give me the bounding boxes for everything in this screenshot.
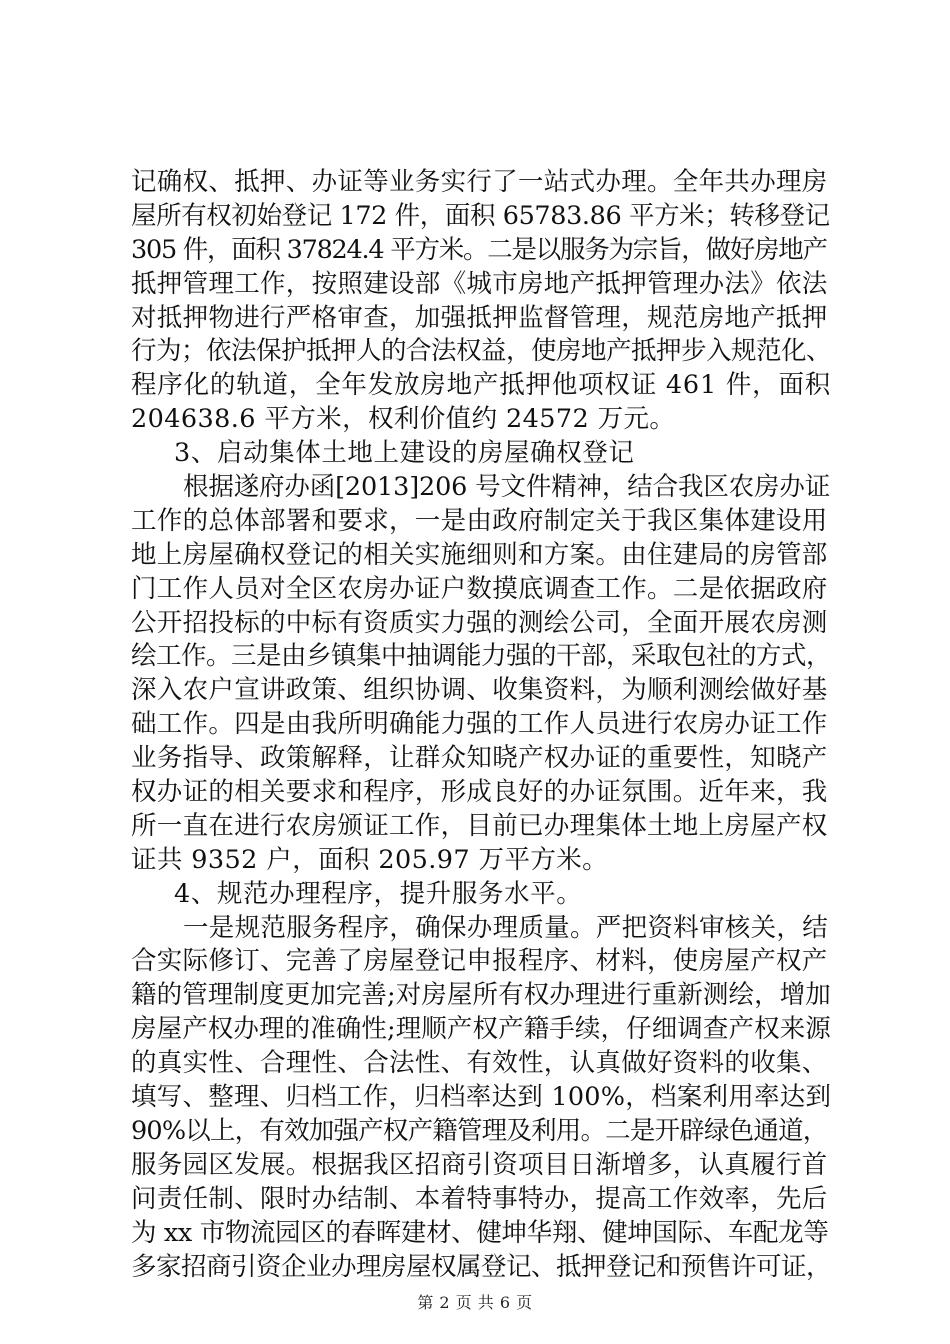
text-line: 一是规范服务程序，确保办理质量。严把资料审核关，结 [183,912,829,943]
text-line: 多家招商引资企业办理房屋权属登记、抵押登记和预售许可证， [131,1251,832,1282]
text-line: 填写、整理、归档工作，归档率达到 100%，档案利用率达到 [131,1082,832,1113]
text-line: 204638.6 平方米，权利价值约 24572 万元。 [131,404,676,435]
text-line: 屋所有权初始登记 172 件，面积 65783.86 平方米；转移登记 [131,200,830,231]
text-line: 305 件，面积 37824.4 平方米。二是以服务为宗旨，做好房地产 [131,234,827,265]
text-line: 地上房屋确权登记的相关实施细则和方案。由住建局的房管部 [131,539,828,570]
text-line: 证共 9352 户，面积 205.97 万平方米。 [131,844,609,875]
text-line: 3、启动集体土地上建设的房屋确权登记 [174,438,635,469]
text-line: 为 xx 市物流园区的春晖建材、健坤华翔、健坤国际、车配龙等 [131,1217,829,1248]
text-line: 所一直在进行农房颁证工作，目前已办理集体土地上房屋产权 [131,810,828,841]
text-line: 门工作人员对全区农房办证户数摸底调查工作。二是依据政府 [131,573,828,604]
text-line: 工作的总体部署和要求，一是由政府制定关于我区集体建设用 [131,505,828,536]
text-line: 行为；依法保护抵押人的合法权益，使房地产抵押步入规范化、 [131,336,832,367]
text-line: 房屋产权办理的准确性;理顺产权产籍手续，仔细调查产权来源 [131,1014,831,1045]
text-line: 问责任制、限时办结制、本着特事特办，提高工作效率，先后 [131,1183,828,1214]
text-line: 权办证的相关要求和程序，形成良好的办证氛围。近年来，我 [131,777,828,808]
text-line: 合实际修订、完善了房屋登记申报程序、材料，使房屋产权产 [131,946,828,977]
text-line: 根据遂府办函[2013]206 号文件精神，结合我区农房办证 [183,472,831,503]
text-line: 业务指导、政策解释，让群众知晓产权办证的重要性，知晓产 [131,743,828,774]
text-line: 抵押管理工作，按照建设部《城市房地产抵押管理办法》依法 [131,268,828,299]
text-line: 深入农户宣讲政策、组织协调、收集资料，为顺利测绘做好基 [131,675,828,706]
page-number-footer: 第 2 页 共 6 页 [417,1293,533,1312]
text-line: 绘工作。三是由乡镇集中抽调能力强的干部，采取包社的方式， [131,641,832,672]
text-line: 90%以上，有效加强产权产籍管理及利用。二是开辟绿色通道， [131,1115,828,1146]
text-line: 础工作。四是由我所明确能力强的工作人员进行农房办证工作 [131,709,828,740]
document-body [131,166,831,1284]
text-line: 籍的管理制度更加完善;对房屋所有权办理进行重新测绘，增加 [131,980,831,1011]
text-line: 公开招投标的中标有资质实力强的测绘公司，全面开展农房测 [131,607,828,638]
text-line: 服务园区发展。根据我区招商引资项目日渐增多，认真履行首 [131,1149,828,1180]
text-line: 4、规范办理程序，提升服务水平。 [174,878,583,909]
text-line: 的真实性、合理性、合法性、有效性，认真做好资料的收集、 [131,1048,828,1079]
text-line: 记确权、抵押、办证等业务实行了一站式办理。全年共办理房 [131,167,828,197]
text-line: 对抵押物进行严格审查，加强抵押监督管理，规范房地产抵押 [131,302,828,333]
text-line: 程序化的轨道，全年发放房地产抵押他项权证 461 件，面积 [131,370,832,401]
